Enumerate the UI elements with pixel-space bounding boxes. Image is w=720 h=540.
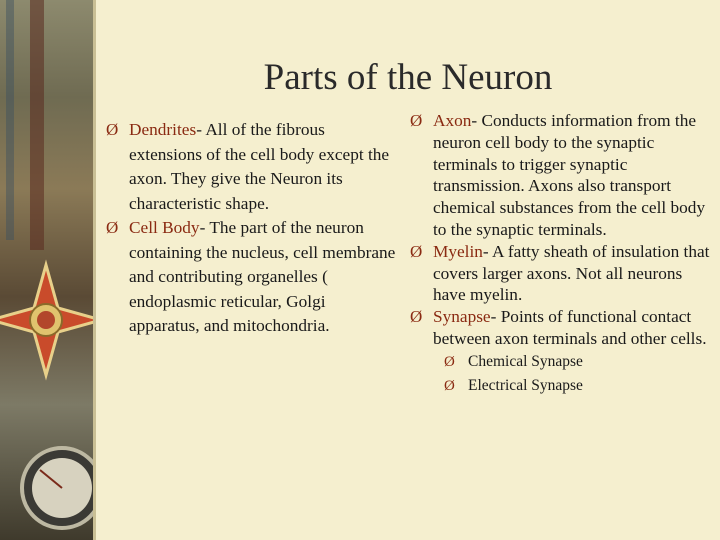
- term-dash: -: [490, 307, 497, 327]
- sub-bullet-chemical-synapse: [410, 350, 718, 374]
- bullet-myelin: [410, 241, 718, 306]
- bullet-text: All of the fibrous extensions of the cell body except the axon. They give the Neuron its characteristic shape.: [129, 120, 390, 213]
- arrow-bullet-icon: Ø: [444, 377, 455, 394]
- term-dash: -: [471, 111, 478, 130]
- sub-bullet-text: Electrical Synapse: [468, 376, 583, 394]
- arrow-bullet-icon: Ø: [410, 307, 423, 327]
- slide-title: Parts of the Neuron: [263, 57, 553, 98]
- decorative-sidebar-image: [0, 0, 96, 540]
- sub-bullet-electrical-synapse: [410, 374, 718, 398]
- arrow-bullet-icon: Ø: [410, 111, 423, 130]
- right-column: [410, 110, 718, 398]
- bullet-cell-body: [106, 216, 396, 339]
- arrow-bullet-icon: Ø: [106, 120, 119, 139]
- bullet-text: Conducts information from the neuron cell body to the synaptic terminals to trigger synaptic transmission. Axons also transport chemical substances from the cell body to the synaptic terminals.: [433, 111, 706, 239]
- medal-and-compass-icon: [0, 0, 96, 540]
- term-dash: -: [196, 120, 202, 139]
- bullet-text: Points of functional contact between axon terminals and other cells.: [433, 307, 707, 348]
- arrow-bullet-icon: Ø: [410, 241, 423, 261]
- term-label: Myelin: [433, 241, 483, 261]
- term-dash: -: [199, 218, 206, 237]
- bullet-synapse: [410, 306, 718, 350]
- term-label: Axon: [433, 111, 472, 130]
- left-column: [106, 118, 396, 339]
- bullet-axon: [410, 110, 718, 241]
- sub-bullet-text: Chemical Synapse: [468, 352, 583, 370]
- arrow-bullet-icon: Ø: [444, 353, 455, 370]
- term-label: Synapse: [433, 307, 491, 327]
- bullet-text: The part of the neuron containing the nucleus, cell membrane and contributing organelles ( endoplasmic reticular, Golgi apparatus, and mitochondria.: [129, 218, 396, 335]
- term-dash: -: [482, 241, 489, 261]
- arrow-bullet-icon: Ø: [106, 218, 119, 237]
- term-label: Dendrites: [129, 120, 197, 139]
- bullet-dendrites: [106, 118, 396, 216]
- term-label: Cell Body: [129, 218, 200, 237]
- bullet-text: A fatty sheath of insulation that covers larger axons. Not all neurons have myelin.: [433, 241, 710, 305]
